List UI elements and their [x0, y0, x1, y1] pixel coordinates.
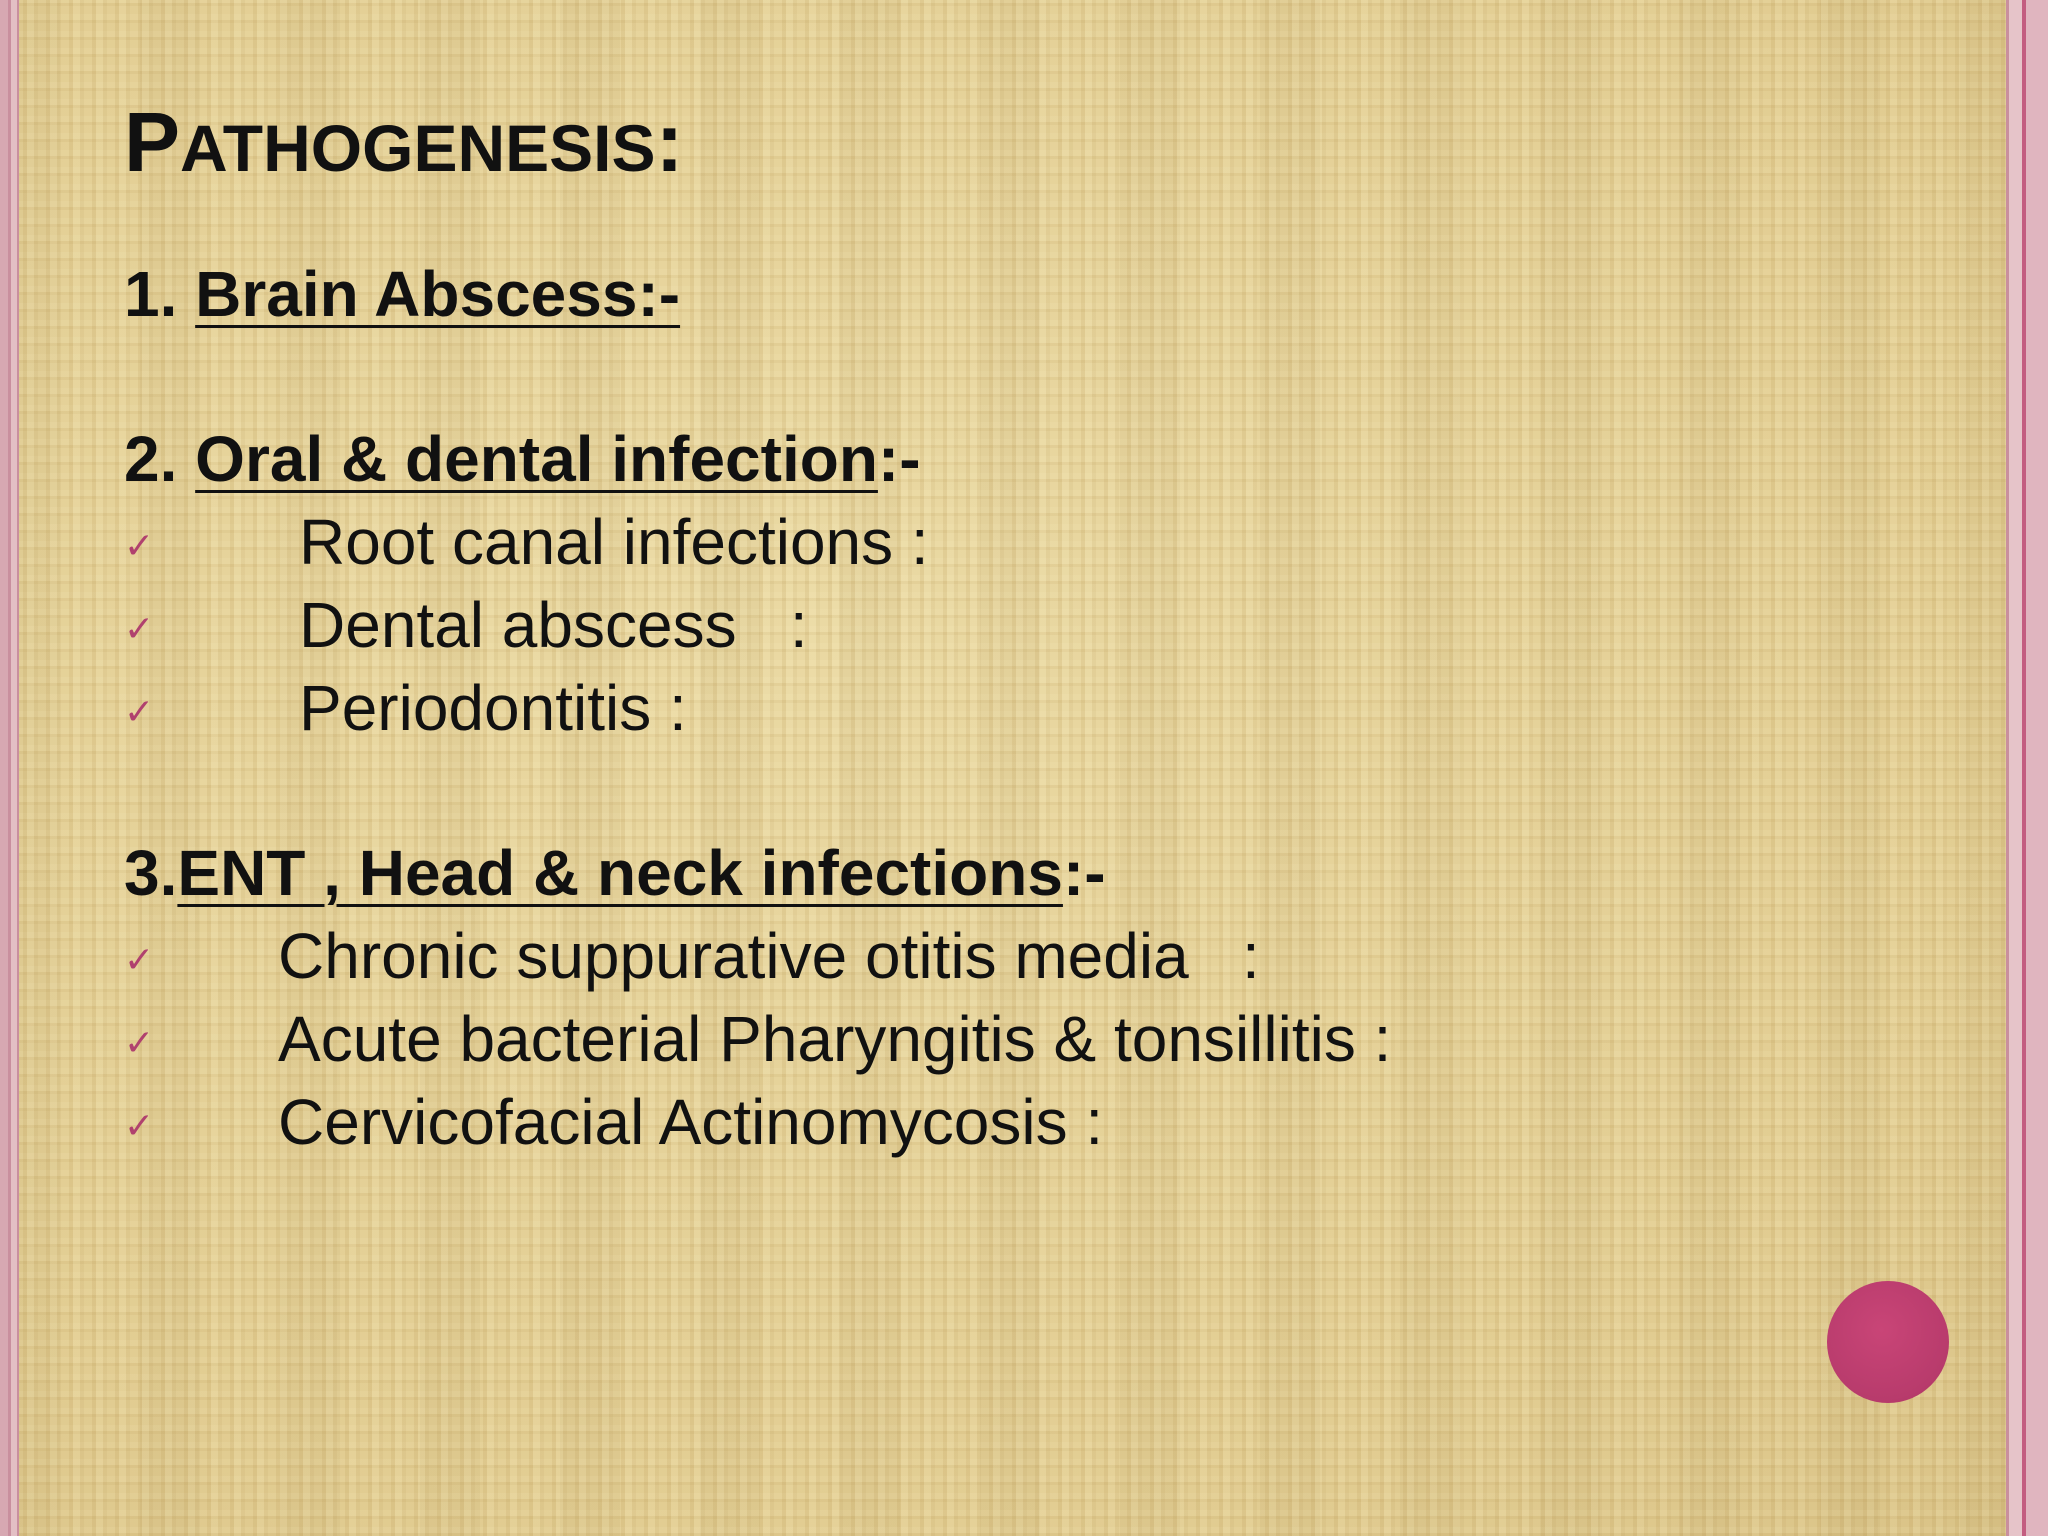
- section-number: 3.: [124, 837, 178, 909]
- list-item: ✓ Cervicofacial Actinomycosis :: [124, 1081, 1904, 1164]
- list-item-text: Acute bacterial Pharyngitis & tonsillitis :: [278, 1003, 1392, 1075]
- section-heading-ent-head-neck: [124, 831, 1904, 915]
- slide-title: [124, 95, 684, 189]
- section-heading-brain-abscess: [124, 252, 1904, 336]
- spacer: [124, 336, 1904, 417]
- section-heading-oral-dental: [124, 417, 1904, 501]
- list-item-text: Cervicofacial Actinomycosis :: [278, 1086, 1104, 1158]
- list-item-text: Periodontitis :: [299, 672, 687, 744]
- section-title: ENT , Head & neck infections: [177, 837, 1063, 909]
- slide-title-initial: P: [124, 95, 181, 189]
- section-suffix: :-: [877, 423, 921, 495]
- slide-border-left: [0, 0, 26, 1536]
- list-item: ✓ Root canal infections :: [124, 501, 1904, 584]
- decorative-circle: [1827, 1281, 1949, 1403]
- slide-content: [124, 252, 1904, 1164]
- section-suffix: :-: [1062, 837, 1106, 909]
- list-item-text: Root canal infections :: [299, 506, 929, 578]
- list-item: ✓ Chronic suppurative otitis media :: [124, 915, 1904, 998]
- list-item: ✓ Acute bacterial Pharyngitis & tonsillitis :: [124, 998, 1904, 1081]
- list-item: ✓ Periodontitis :: [124, 667, 1904, 750]
- list-item-text: Chronic suppurative otitis media :: [278, 920, 1260, 992]
- spacer: [124, 750, 1904, 831]
- list-item: ✓ Dental abscess :: [124, 584, 1904, 667]
- section-title: Oral & dental infection: [195, 423, 878, 495]
- section-number: 2.: [124, 423, 196, 495]
- section-number: 1.: [124, 258, 196, 330]
- slide-border-right: [1976, 0, 2048, 1536]
- slide-title-rest: ATHOGENESIS: [180, 111, 656, 185]
- slide-title-colon: :: [655, 95, 684, 189]
- list-item-text: Dental abscess :: [299, 589, 808, 661]
- section-title: Brain Abscess:-: [195, 258, 681, 330]
